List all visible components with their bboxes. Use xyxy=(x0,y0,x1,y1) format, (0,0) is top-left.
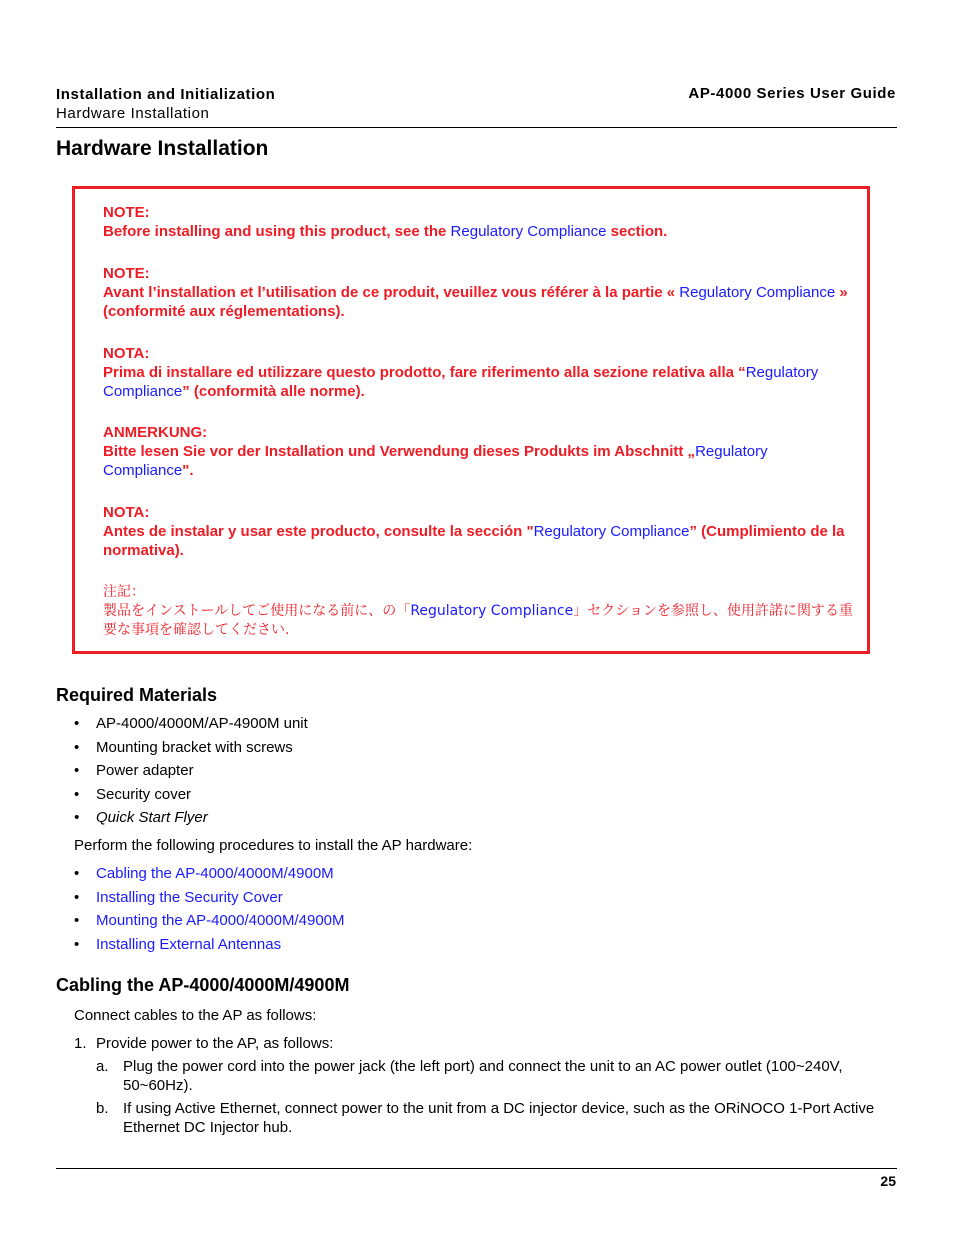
guide-title: AP-4000 Series User Guide xyxy=(688,85,896,102)
note-label: NOTA: xyxy=(103,345,150,362)
note-german xyxy=(103,423,853,480)
regulatory-compliance-link[interactable]: Regulatory Compliance xyxy=(533,523,690,540)
note-text: section. xyxy=(606,223,668,240)
cabling-link[interactable]: Cabling the AP-4000/4000M/4900M xyxy=(96,865,334,882)
section-title: Hardware Installation xyxy=(56,105,210,122)
footer-rule xyxy=(56,1168,897,1169)
list-item: • Security cover xyxy=(74,785,308,809)
page-number: 25 xyxy=(880,1173,896,1189)
note-text: 製品をインストールしてご使用になる前に、の「 xyxy=(103,603,411,619)
note-text: ” (conformità alle norme). xyxy=(182,383,365,400)
step-b-label: b. xyxy=(96,1100,109,1117)
note-italian xyxy=(103,344,853,401)
step-1-text: Provide power to the AP, as follows: xyxy=(96,1035,334,1052)
chapter-title: Installation and Initialization xyxy=(56,86,276,103)
regulatory-compliance-link[interactable]: Regulatory Compliance xyxy=(103,443,768,479)
list-item: • Power adapter xyxy=(74,761,308,785)
note-text: Antes de instalar y usar este producto, consulte la sección " xyxy=(103,523,534,540)
procedures-intro: Perform the following procedures to install the AP hardware: xyxy=(74,837,473,854)
note-japanese xyxy=(103,583,853,640)
mounting-link[interactable]: Mounting the AP-4000/4000M/4900M xyxy=(96,912,345,929)
step-1-number: 1. xyxy=(74,1035,87,1052)
cabling-heading: Cabling the AP-4000/4000M/4900M xyxy=(56,975,350,995)
note-text: » (conformité aux réglementations). xyxy=(103,284,848,320)
regulatory-compliance-link[interactable]: Regulatory Compliance xyxy=(103,364,819,400)
note-label: NOTE: xyxy=(103,204,150,221)
step-a-label: a. xyxy=(96,1058,109,1075)
required-materials-list xyxy=(74,714,308,832)
note-text: ” (Cumplimiento de la normativa). xyxy=(103,523,845,559)
note-spanish xyxy=(103,503,853,560)
note-text: Bitte lesen Sie vor der Installation und Verwendung dieses Produkts im Abschnitt „ xyxy=(103,443,696,460)
step-a-text: Plug the power cord into the power jack (the left port) and connect the unit to an AC power outlet (100~240V, 50~60Hz). xyxy=(123,1058,843,1094)
note-label: NOTA: xyxy=(103,504,150,521)
note-label: 注記： xyxy=(103,584,145,600)
note-text: Before installing and using this product, see the xyxy=(103,223,451,240)
external-antennas-link[interactable]: Installing External Antennas xyxy=(96,935,282,953)
note-text: 」セクションを参照し、使用許諾に関する重要な事項を確認してください. xyxy=(103,603,853,638)
list-item xyxy=(74,911,345,935)
list-item: • AP-4000/4000M/AP-4900M unit xyxy=(74,714,308,738)
list-item xyxy=(74,864,345,888)
regulatory-note-box xyxy=(72,186,870,654)
regulatory-compliance-link[interactable]: Regulatory Compliance xyxy=(450,223,607,240)
procedure-links-list xyxy=(74,864,345,958)
page-title: Hardware Installation xyxy=(56,137,269,160)
regulatory-compliance-link[interactable]: Regulatory Compliance xyxy=(410,603,574,619)
running-header-left xyxy=(56,85,275,123)
security-cover-link[interactable]: Installing the Security Cover xyxy=(96,888,283,906)
cabling-intro: Connect cables to the AP as follows: xyxy=(74,1007,317,1024)
step-b-text: If using Active Ethernet, connect power to the unit from a DC injector device, such as the ORiNOCO 1-Port Active Ethernet DC Injector hub. xyxy=(123,1100,875,1136)
note-label: ANMERKUNG: xyxy=(103,424,208,441)
note-english xyxy=(103,203,853,241)
list-item: • Quick Start Flyer xyxy=(74,808,308,832)
note-text: Avant l’installation et l’utilisation de ce produit, veuillez vous référer à la partie « xyxy=(103,284,680,301)
list-item: • Mounting bracket with screws xyxy=(74,738,308,762)
regulatory-compliance-link[interactable]: Regulatory Compliance xyxy=(679,284,836,301)
note-french xyxy=(103,264,853,321)
header-rule xyxy=(56,127,897,128)
note-label: NOTE: xyxy=(103,265,150,282)
note-text: ". xyxy=(182,462,194,479)
list-item xyxy=(74,935,345,959)
note-text: Prima di installare ed utilizzare questo prodotto, fare riferimento alla sezione relativa alla “ xyxy=(103,364,746,381)
list-item xyxy=(74,888,345,912)
required-materials-heading: Required Materials xyxy=(56,685,218,705)
